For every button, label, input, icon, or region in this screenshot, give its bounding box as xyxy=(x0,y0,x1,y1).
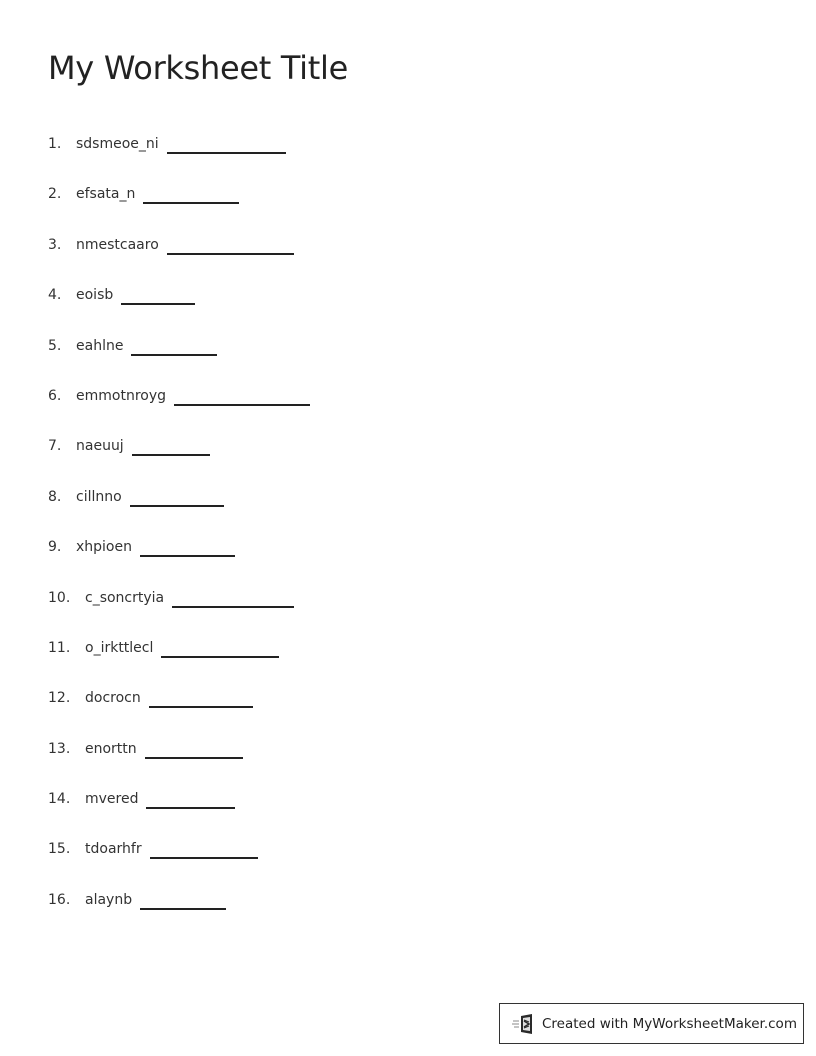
list-item xyxy=(48,738,310,788)
answer-blank xyxy=(172,606,294,608)
item-number: 8. xyxy=(48,488,62,505)
list-item xyxy=(48,587,310,637)
item-number: 12. xyxy=(48,690,71,707)
list-item xyxy=(48,435,310,485)
answer-blank xyxy=(161,656,279,658)
item-number: 1. xyxy=(48,136,62,152)
scrambled-word: docrocn xyxy=(85,690,141,707)
scrambled-word: eahlne xyxy=(76,337,124,354)
scrambled-word: emmotnroyg xyxy=(76,387,167,404)
item-number: 11. xyxy=(48,639,71,656)
answer-blank xyxy=(150,857,258,859)
item-number: 9. xyxy=(48,539,62,556)
list-item xyxy=(48,385,310,435)
scrambled-word: eoisb xyxy=(76,287,114,304)
answer-blank xyxy=(131,354,217,356)
item-number: 7. xyxy=(48,438,62,455)
item-number: 10. xyxy=(48,589,71,606)
answer-blank xyxy=(167,253,294,255)
scrambled-word: naeuuj xyxy=(76,438,124,455)
list-item xyxy=(48,637,310,687)
list-item xyxy=(48,284,310,334)
scrambled-word: nmestcaaro xyxy=(76,236,159,253)
item-number: 3. xyxy=(48,236,62,253)
answer-blank xyxy=(143,202,239,204)
list-item xyxy=(48,486,310,536)
scrambled-word: alaynb xyxy=(85,891,133,908)
created-with-badge[interactable] xyxy=(499,1003,804,1044)
answer-blank xyxy=(149,706,253,708)
list-item xyxy=(48,335,310,385)
answer-blank xyxy=(174,404,310,406)
item-number: 4. xyxy=(48,287,62,304)
item-number: 2. xyxy=(48,186,62,203)
scrambled-word: enorttn xyxy=(85,740,137,757)
item-number: 5. xyxy=(48,337,62,354)
list-item xyxy=(48,183,310,233)
word-scramble-list xyxy=(48,133,310,939)
item-number: 14. xyxy=(48,791,71,808)
scrambled-word: mvered xyxy=(85,791,139,808)
list-item xyxy=(48,234,310,284)
answer-blank xyxy=(132,454,210,456)
answer-blank xyxy=(130,505,224,507)
item-number: 15. xyxy=(48,841,71,858)
myworksheetmaker-logo-icon xyxy=(512,1013,536,1035)
scrambled-word: xhpioen xyxy=(76,539,132,556)
scrambled-word: efsata_n xyxy=(76,186,136,203)
answer-blank xyxy=(146,807,235,809)
item-number: 16. xyxy=(48,891,71,908)
list-item xyxy=(48,889,310,939)
scrambled-word: tdoarhfr xyxy=(85,841,142,858)
answer-blank xyxy=(167,152,286,154)
page-title: My Worksheet Title xyxy=(48,49,348,87)
answer-blank xyxy=(145,757,243,759)
scrambled-word: o_irkttlecl xyxy=(85,639,154,656)
item-number: 6. xyxy=(48,387,62,404)
list-item xyxy=(48,133,310,183)
scrambled-word: sdsmeoe_ni xyxy=(76,136,159,152)
answer-blank xyxy=(140,908,226,910)
created-with-text: Created with MyWorksheetMaker.com xyxy=(542,1015,797,1032)
list-item xyxy=(48,536,310,586)
scrambled-word: c_soncrtyia xyxy=(85,589,165,606)
answer-blank xyxy=(121,303,195,305)
list-item xyxy=(48,687,310,737)
answer-blank xyxy=(140,555,235,557)
scrambled-word: cillnno xyxy=(76,488,122,505)
list-item xyxy=(48,788,310,838)
list-item xyxy=(48,838,310,888)
item-number: 13. xyxy=(48,740,71,757)
